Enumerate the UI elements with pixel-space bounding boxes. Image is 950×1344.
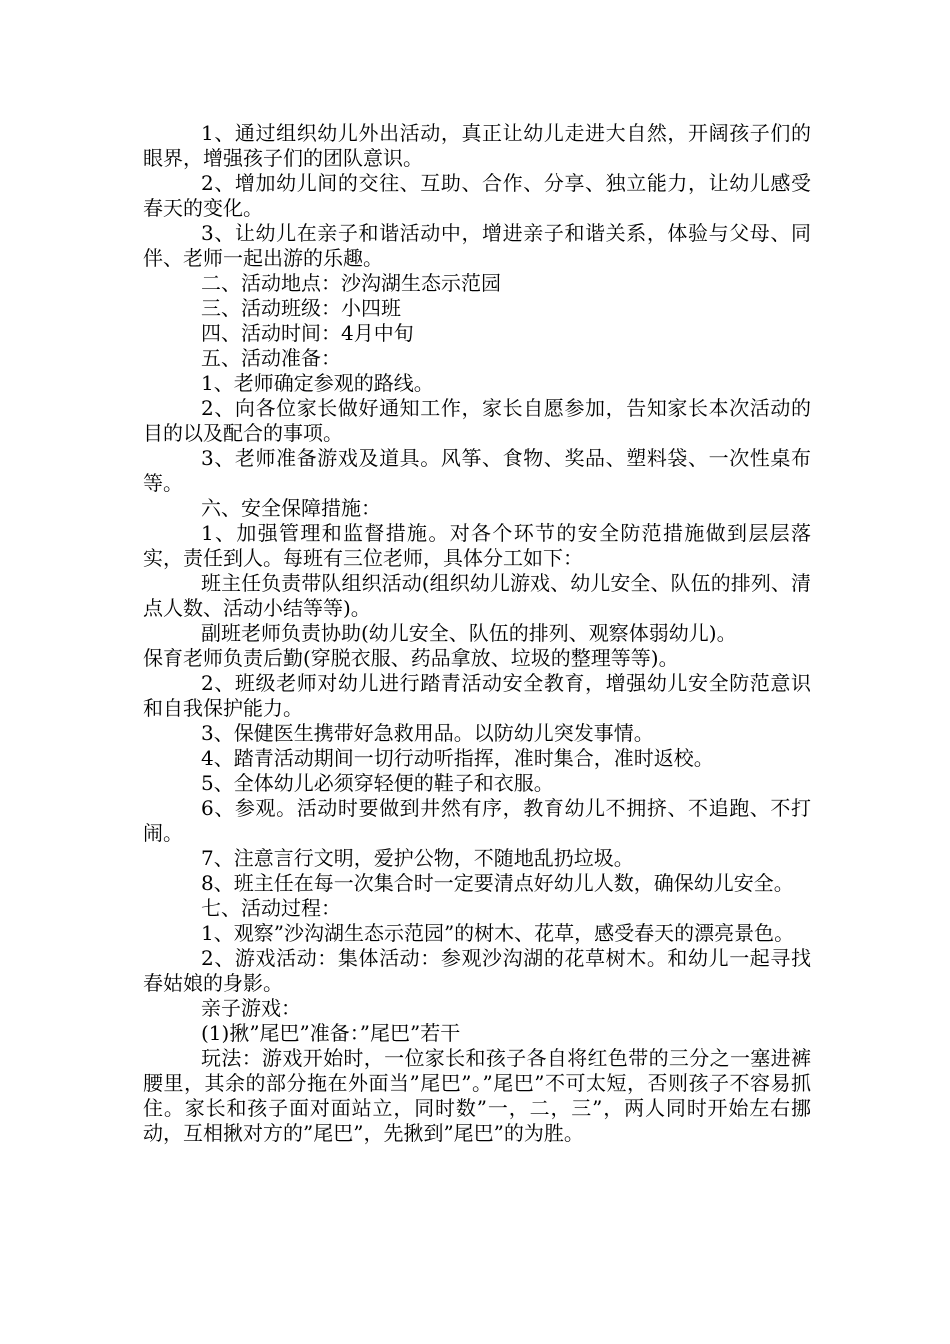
paragraph-process-2: 2、游戏活动：集体活动：参观沙沟湖的花草树木。和幼儿一起寻找春姑娘的身影。: [143, 946, 811, 995]
section-heading-time: 四、活动时间：4月中旬: [201, 321, 414, 345]
section-heading-safety: 六、安全保障措施：: [201, 496, 381, 520]
paragraph-safety-4: 4、踏青活动期间一切行动听指挥，准时集合，准时返校。: [201, 746, 714, 770]
paragraph-safety-5: 5、全体幼儿必须穿轻便的鞋子和衣服。: [201, 771, 554, 795]
section-heading-class: 三、活动班级：小四班: [201, 296, 401, 320]
paragraph-safety-6: 6、参观。活动时要做到井然有序，教育幼儿不拥挤、不追跑、不打闹。: [143, 796, 811, 845]
paragraph-safety-3: 3、保健医生携带好急救用品。以防幼儿突发事情。: [201, 721, 654, 745]
section-heading-process: 七、活动过程：: [201, 896, 341, 920]
section-heading-location: 二、活动地点：沙沟湖生态示范园: [201, 271, 501, 295]
paragraph-safety-8: 8、班主任在每一次集合时一定要清点好幼儿人数，确保幼儿安全。: [201, 871, 794, 895]
paragraph-safety-7: 7、注意言行文明，爱护公物，不随地乱扔垃圾。: [201, 846, 634, 870]
document-body: [143, 121, 811, 1146]
paragraph-parent-child-games: 亲子游戏：: [201, 996, 301, 1020]
paragraph-game-1-rules: 玩法：游戏开始时，一位家长和孩子各自将红色带的三分之一塞进裤腰里，其余的部分拖在外面当”尾巴”。”尾巴”不可太短，否则孩子不容易抓住。家长和孩子面对面站立，同时数”一，二，三”，两人同时开始左右挪动，互相揪对方的”尾巴”，先揪到”尾巴”的为胜。: [143, 1046, 811, 1145]
paragraph-head-teacher: 班主任负责带队组织活动(组织幼儿游戏、幼儿安全、队伍的排列、清点人数、活动小结等等)。: [143, 571, 811, 620]
paragraph-assistant-teacher: 副班老师负责协助(幼儿安全、队伍的排列、观察体弱幼儿)。: [201, 621, 737, 645]
paragraph-safety-1: 1、加强管理和监督措施。对各个环节的安全防范措施做到层层落实，责任到人。每班有三位老师，具体分工如下：: [143, 521, 811, 570]
paragraph-prep-1: 1、老师确定参观的路线。: [201, 371, 434, 395]
paragraph-care-teacher: 保育老师负责后勤(穿脱衣服、药品拿放、垃圾的整理等等)。: [143, 646, 679, 670]
paragraph-game-1-title: (1)揪”尾巴”准备：”尾巴”若干: [201, 1021, 461, 1045]
paragraph-goal-1: 1、通过组织幼儿外出活动，真正让幼儿走进大自然，开阔孩子们的眼界，增强孩子们的团队意识。: [143, 121, 811, 170]
section-heading-preparation: 五、活动准备：: [201, 346, 341, 370]
paragraph-prep-2: 2、向各位家长做好通知工作，家长自愿参加，告知家长本次活动的目的以及配合的事项。: [143, 396, 811, 445]
paragraph-goal-3: 3、让幼儿在亲子和谐活动中，增进亲子和谐关系，体验与父母、同伴、老师一起出游的乐趣。: [143, 221, 811, 270]
paragraph-goal-2: 2、增加幼儿间的交往、互助、合作、分享、独立能力，让幼儿感受春天的变化。: [143, 171, 811, 220]
paragraph-safety-2: 2、班级老师对幼儿进行踏青活动安全教育，增强幼儿安全防范意识和自我保护能力。: [143, 671, 811, 720]
paragraph-prep-3: 3、老师准备游戏及道具。风筝、食物、奖品、塑料袋、一次性桌布等。: [143, 446, 811, 495]
paragraph-process-1: 1、观察”沙沟湖生态示范园”的树木、花草，感受春天的漂亮景色。: [201, 921, 795, 945]
